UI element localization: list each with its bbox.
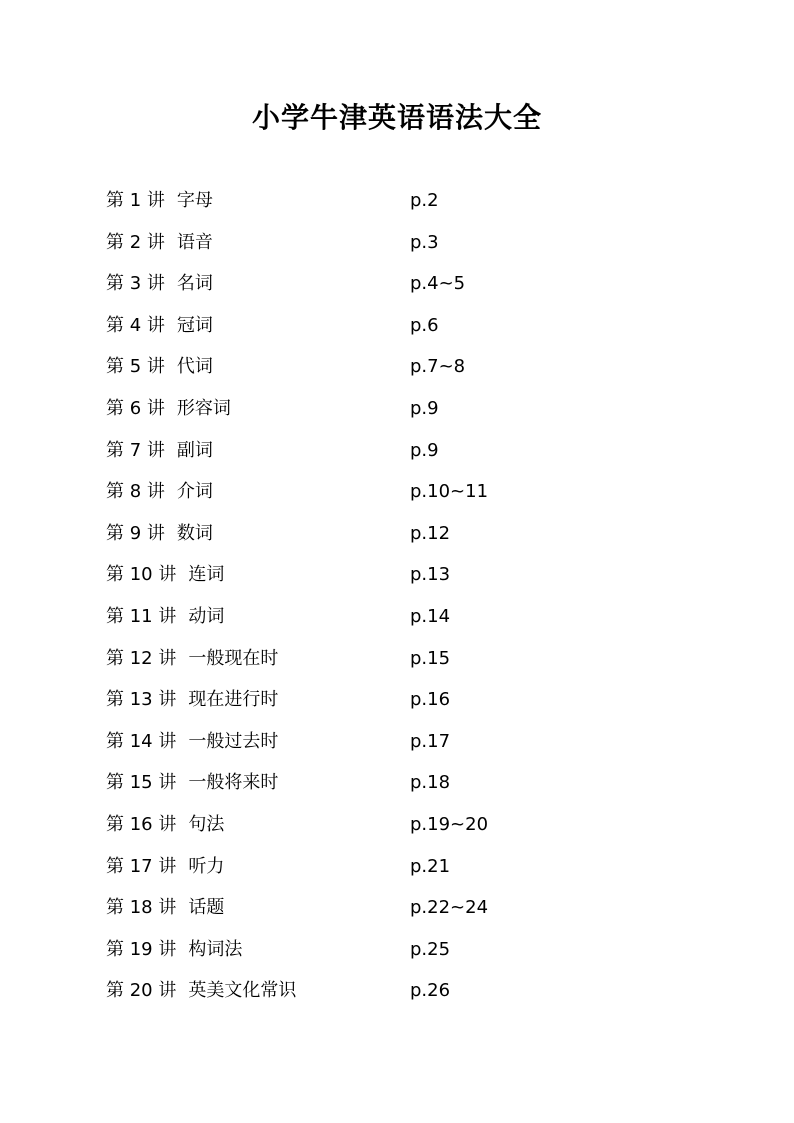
toc-lesson-heading — [106, 471, 213, 513]
toc-lesson-number: 第 12 讲 — [106, 647, 177, 669]
toc-topic: 名词 — [176, 273, 213, 295]
toc-lesson-number: 第 17 讲 — [106, 855, 177, 877]
toc-page-number: p.14 — [410, 605, 451, 627]
toc-page-number: p.21 — [410, 855, 451, 877]
toc-topic: 冠词 — [176, 314, 213, 336]
toc-lesson-number: 第 16 讲 — [106, 813, 177, 835]
toc-entry — [0, 554, 794, 596]
toc-lesson-heading — [106, 305, 213, 347]
toc-page-number: p.17 — [410, 730, 451, 752]
toc-entry — [0, 346, 794, 388]
toc-topic: 连词 — [188, 564, 225, 586]
toc-entry — [0, 804, 794, 846]
toc-lesson-heading — [106, 762, 278, 804]
toc-lesson-number: 第 15 讲 — [106, 772, 177, 794]
toc-entry — [0, 596, 794, 638]
toc-page-number: p.9 — [410, 397, 439, 419]
toc-page-number: p.12 — [410, 522, 451, 544]
toc-lesson-heading — [106, 554, 224, 596]
toc-topic: 副词 — [176, 439, 213, 461]
toc-topic: 现在进行时 — [188, 689, 279, 711]
toc-lesson-number: 第 8 讲 — [106, 481, 165, 503]
toc-topic: 英美文化常识 — [188, 980, 297, 1002]
toc-topic: 数词 — [176, 522, 213, 544]
toc-entry — [0, 180, 794, 222]
toc-lesson-heading — [106, 804, 224, 846]
toc-lesson-heading — [106, 887, 224, 929]
toc-lesson-heading — [106, 638, 278, 680]
toc-entry — [0, 679, 794, 721]
toc-entry — [0, 638, 794, 680]
toc-lesson-number: 第 6 讲 — [106, 397, 165, 419]
toc-lesson-heading — [106, 929, 242, 971]
toc-entry — [0, 263, 794, 305]
toc-page-number: p.26 — [410, 980, 451, 1002]
toc-lesson-number: 第 2 讲 — [106, 231, 165, 253]
toc-lesson-heading — [106, 430, 213, 472]
toc-page-number: p.10~11 — [410, 481, 489, 503]
toc-lesson-number: 第 19 讲 — [106, 938, 177, 960]
toc-lesson-number: 第 18 讲 — [106, 897, 177, 919]
toc-entry — [0, 388, 794, 430]
toc-lesson-number: 第 1 讲 — [106, 190, 165, 211]
toc-lesson-heading — [106, 846, 224, 888]
toc-entry — [0, 721, 794, 763]
toc-page-number: p.18 — [410, 772, 451, 794]
toc-entry — [0, 887, 794, 929]
toc-lesson-number: 第 9 讲 — [106, 522, 165, 544]
toc-topic: 形容词 — [176, 397, 231, 419]
toc-topic: 字母 — [176, 190, 213, 211]
toc-page-number: p.25 — [410, 938, 451, 960]
toc-topic: 语音 — [176, 231, 213, 253]
toc-lesson-heading — [106, 346, 213, 388]
toc-topic: 句法 — [188, 813, 225, 835]
toc-entry — [0, 471, 794, 513]
toc-lesson-heading — [106, 721, 278, 763]
toc-page-number: p.2 — [410, 190, 439, 211]
toc-lesson-number: 第 10 讲 — [106, 564, 177, 586]
toc-topic: 话题 — [188, 897, 225, 919]
toc-lesson-heading — [106, 388, 231, 430]
toc-page-number: p.13 — [410, 564, 451, 586]
toc-entry — [0, 222, 794, 264]
toc-page-number: p.22~24 — [410, 897, 489, 919]
document-title: 小学牛津英语语法大全 — [251, 101, 542, 134]
toc-lesson-number: 第 20 讲 — [106, 980, 177, 1002]
toc-topic: 动词 — [188, 605, 225, 627]
toc-lesson-number: 第 7 讲 — [106, 439, 165, 461]
toc-page-number: p.6 — [410, 314, 439, 336]
toc-entry — [0, 970, 794, 1012]
toc-entry — [0, 430, 794, 472]
toc-topic: 介词 — [176, 481, 213, 503]
toc-lesson-heading — [106, 679, 278, 721]
toc-lesson-heading — [106, 222, 213, 264]
toc-page-number: p.19~20 — [410, 813, 489, 835]
toc-topic: 一般现在时 — [188, 647, 279, 669]
toc-lesson-number: 第 14 讲 — [106, 730, 177, 752]
toc-lesson-number: 第 5 讲 — [106, 356, 165, 378]
toc-page-number: p.16 — [410, 689, 451, 711]
toc-entry — [0, 513, 794, 555]
toc-page-number: p.4~5 — [410, 273, 466, 295]
toc-entry — [0, 846, 794, 888]
toc-lesson-number: 第 11 讲 — [106, 605, 177, 627]
toc-page-number: p.3 — [410, 231, 439, 253]
toc-topic: 构词法 — [188, 938, 243, 960]
toc-topic: 代词 — [176, 356, 213, 378]
table-of-contents — [0, 180, 794, 1012]
toc-lesson-heading — [106, 970, 296, 1012]
toc-page-number: p.7~8 — [410, 356, 466, 378]
toc-entry — [0, 305, 794, 347]
toc-lesson-heading — [106, 180, 213, 222]
toc-lesson-heading — [106, 513, 213, 555]
toc-lesson-heading — [106, 263, 213, 305]
toc-lesson-number: 第 4 讲 — [106, 314, 165, 336]
toc-lesson-heading — [106, 596, 224, 638]
toc-topic: 一般过去时 — [188, 730, 279, 752]
toc-page-number: p.15 — [410, 647, 451, 669]
toc-entry — [0, 762, 794, 804]
toc-entry — [0, 929, 794, 971]
toc-topic: 一般将来时 — [188, 772, 279, 794]
toc-lesson-number: 第 13 讲 — [106, 689, 177, 711]
toc-lesson-number: 第 3 讲 — [106, 273, 165, 295]
toc-page-number: p.9 — [410, 439, 439, 461]
toc-topic: 听力 — [188, 855, 225, 877]
